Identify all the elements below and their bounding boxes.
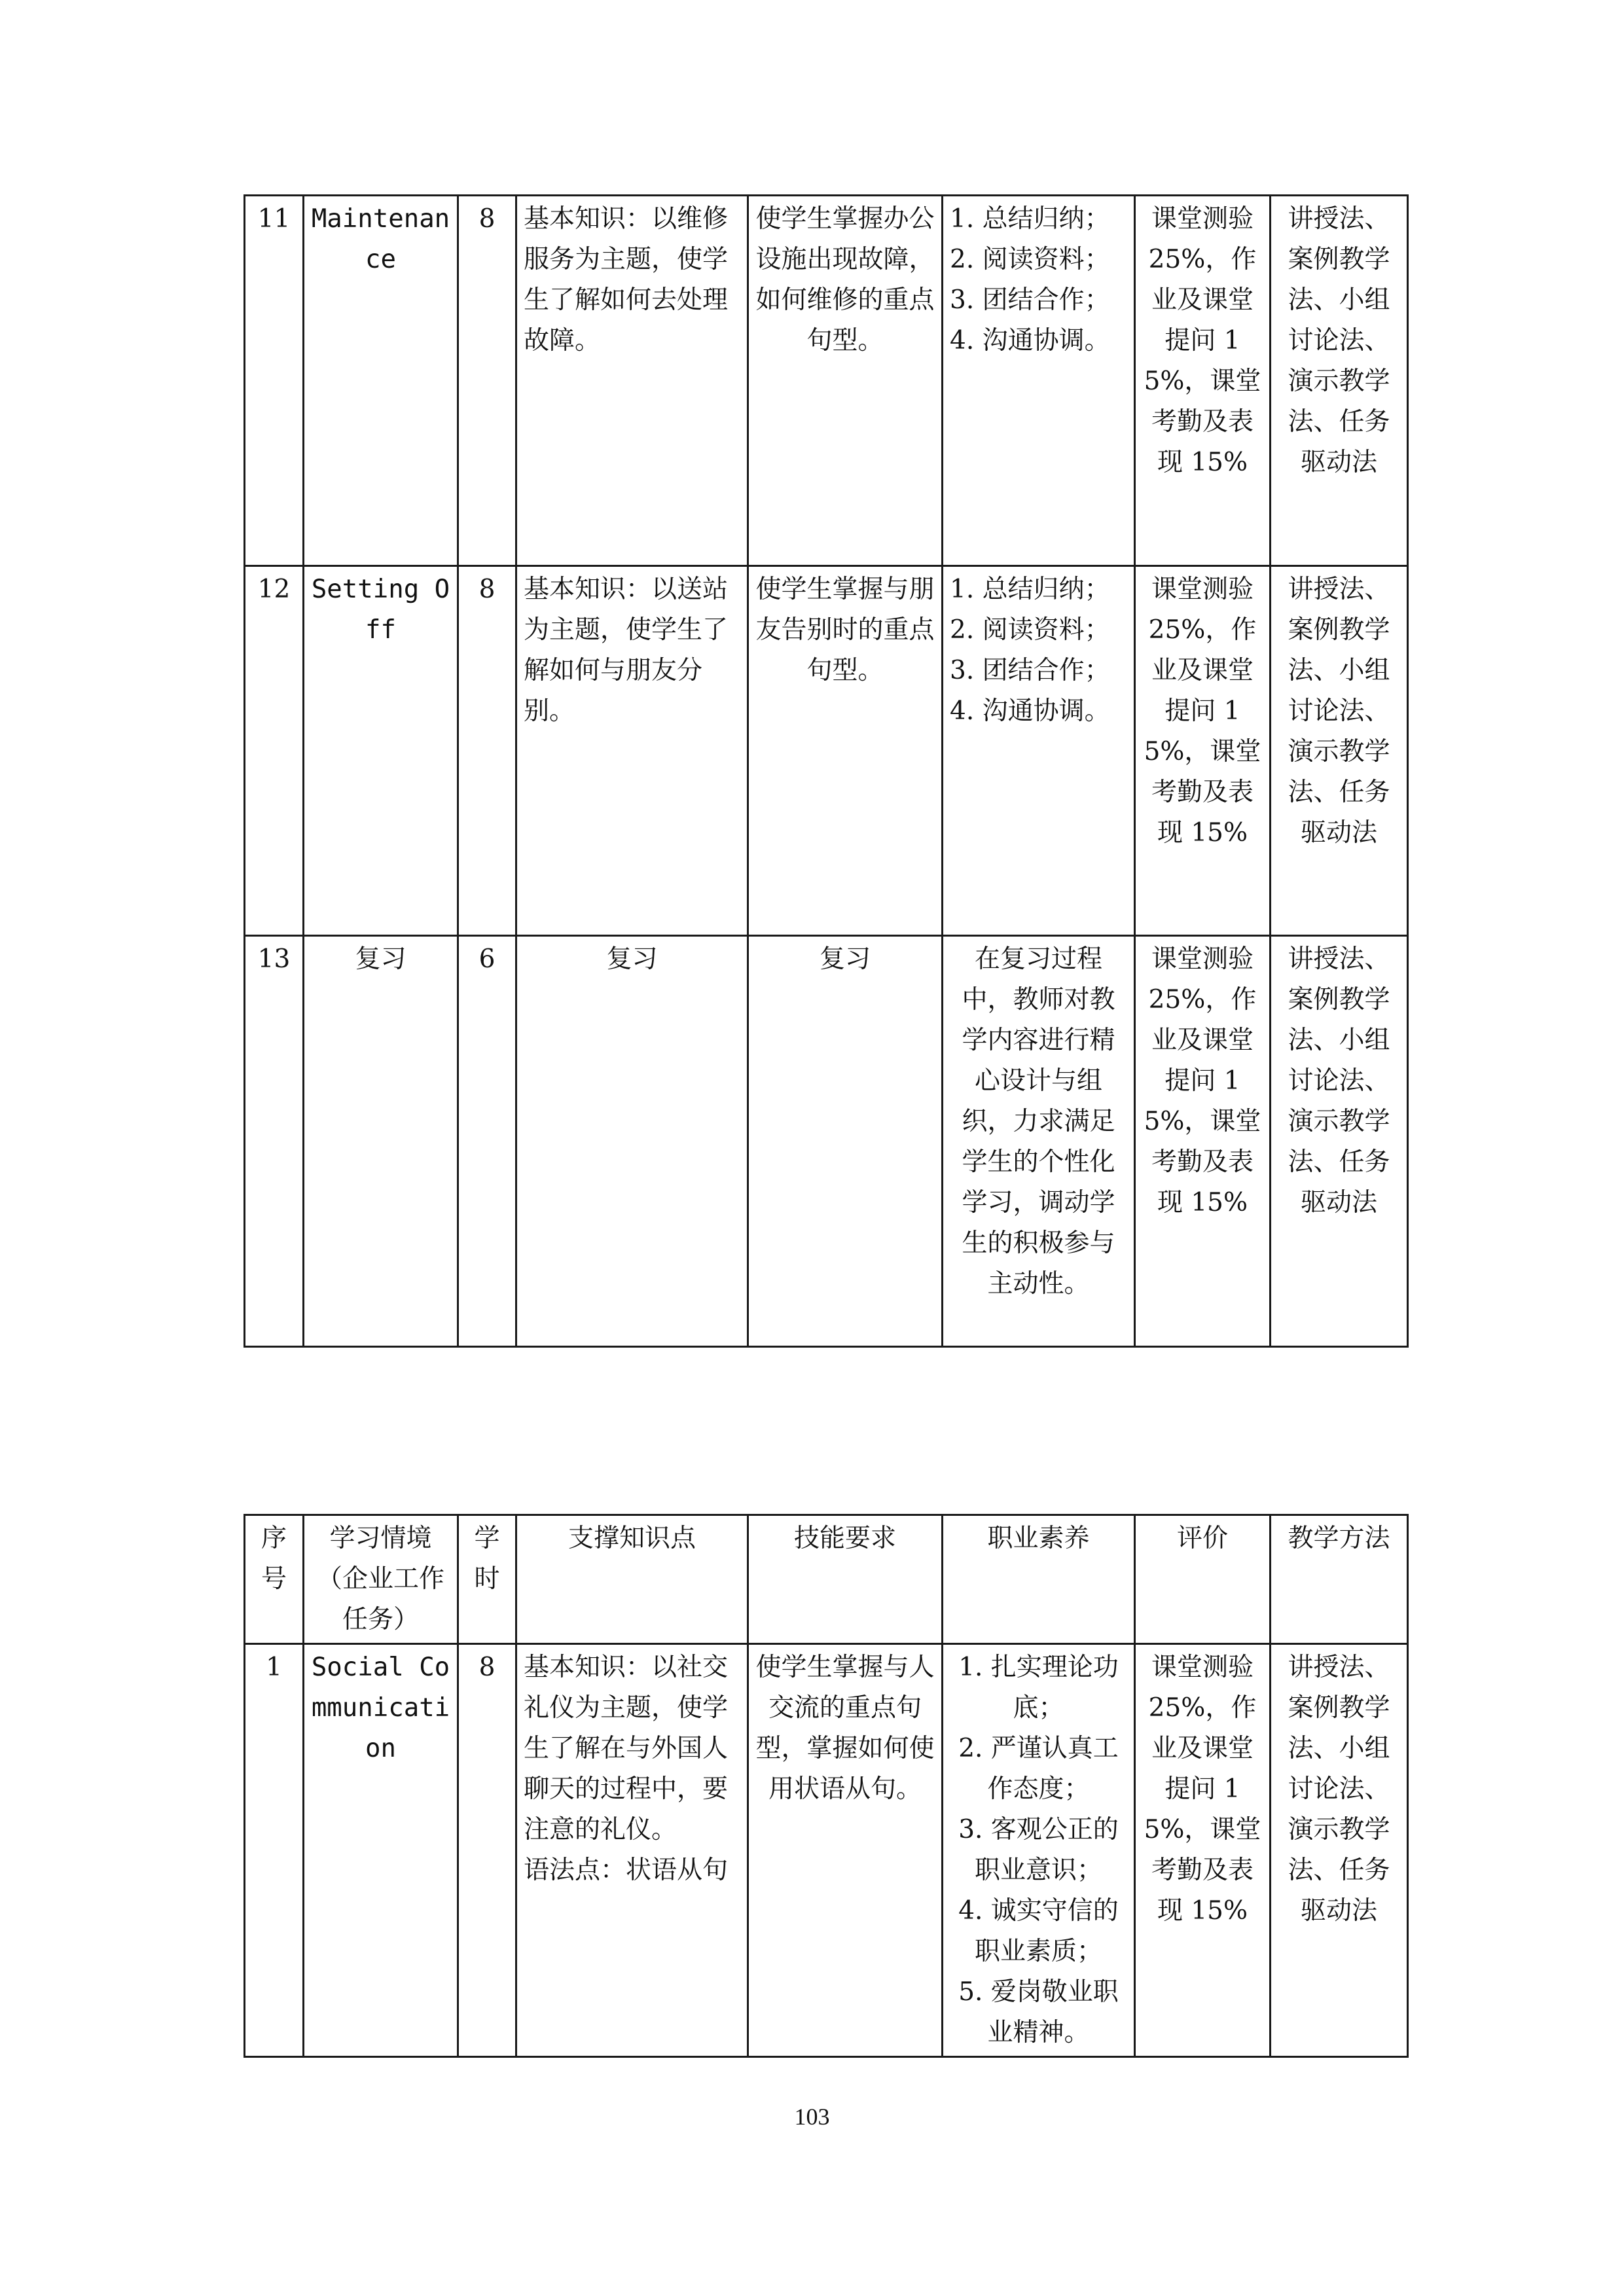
skill-requirements: 复习 bbox=[748, 936, 943, 1347]
learning-situation: Maintenance bbox=[304, 196, 458, 566]
learning-situation: 复习 bbox=[304, 936, 458, 1347]
header-class-hours: 学时 bbox=[458, 1515, 516, 1644]
teaching-methods: 讲授法、案例教学法、小组讨论法、演示教学法、任务驱动法 bbox=[1271, 196, 1408, 566]
row-number: 13 bbox=[245, 936, 304, 1347]
header-evaluation: 评价 bbox=[1135, 1515, 1271, 1644]
professional-quality: 1. 扎实理论功底； 2. 严谨认真工作态度； 3. 客观公正的职业意识； 4. 诚实守信的职业素质； 5. 爱岗敬业职业精神。 bbox=[943, 1644, 1135, 2057]
table-row bbox=[245, 566, 1408, 936]
class-hours: 8 bbox=[458, 1644, 516, 2057]
learning-situation: Setting Off bbox=[304, 566, 458, 936]
header-professional-quality: 职业素养 bbox=[943, 1515, 1135, 1644]
header-knowledge-points: 支撑知识点 bbox=[516, 1515, 748, 1644]
evaluation: 课堂测验 25%，作业及课堂提问 15%，课堂考勤及表现 15% bbox=[1135, 1644, 1271, 2057]
knowledge-points: 基本知识：以送站为主题，使学生了解如何与朋友分别。 bbox=[516, 566, 748, 936]
evaluation: 课堂测验 25%，作业及课堂提问 15%，课堂考勤及表现 15% bbox=[1135, 196, 1271, 566]
row-number: 1 bbox=[245, 1644, 304, 2057]
professional-quality: 1. 总结归纳； 2. 阅读资料； 3. 团结合作； 4. 沟通协调。 bbox=[943, 196, 1135, 566]
table-row bbox=[245, 196, 1408, 566]
table-row bbox=[245, 936, 1408, 1347]
evaluation: 课堂测验 25%，作业及课堂提问 15%，课堂考勤及表现 15% bbox=[1135, 936, 1271, 1347]
teaching-methods: 讲授法、案例教学法、小组讨论法、演示教学法、任务驱动法 bbox=[1271, 936, 1408, 1347]
page-number: 103 bbox=[794, 2104, 830, 2130]
row-number: 12 bbox=[245, 566, 304, 936]
knowledge-points: 基本知识：以社交礼仪为主题，使学生了解在与外国人聊天的过程中，要注意的礼仪。 语法点：状语从句 bbox=[516, 1644, 748, 2057]
evaluation: 课堂测验 25%，作业及课堂提问 15%，课堂考勤及表现 15% bbox=[1135, 566, 1271, 936]
teaching-methods: 讲授法、案例教学法、小组讨论法、演示教学法、任务驱动法 bbox=[1271, 566, 1408, 936]
table-header-row bbox=[245, 1515, 1408, 1644]
teaching-methods: 讲授法、案例教学法、小组讨论法、演示教学法、任务驱动法 bbox=[1271, 1644, 1408, 2057]
header-skill-requirements: 技能要求 bbox=[748, 1515, 943, 1644]
header-learning-situation: 学习情境（企业工作任务） bbox=[304, 1515, 458, 1644]
skill-requirements: 使学生掌握与人交流的重点句型，掌握如何使用状语从句。 bbox=[748, 1644, 943, 2057]
course-table bbox=[244, 1514, 1409, 2058]
course-table-continued bbox=[244, 194, 1409, 1348]
professional-quality: 在复习过程中，教师对教学内容进行精心设计与组织，力求满足学生的个性化学习，调动学生的积极参与主动性。 bbox=[943, 936, 1135, 1347]
class-hours: 6 bbox=[458, 936, 516, 1347]
row-number: 11 bbox=[245, 196, 304, 566]
class-hours: 8 bbox=[458, 196, 516, 566]
class-hours: 8 bbox=[458, 566, 516, 936]
skill-requirements: 使学生掌握与朋友告别时的重点句型。 bbox=[748, 566, 943, 936]
table-row bbox=[245, 1644, 1408, 2057]
skill-requirements: 使学生掌握办公设施出现故障，如何维修的重点句型。 bbox=[748, 196, 943, 566]
knowledge-points: 基本知识：以维修服务为主题，使学生了解如何去处理故障。 bbox=[516, 196, 748, 566]
learning-situation: Social Communication bbox=[304, 1644, 458, 2057]
knowledge-points: 复习 bbox=[516, 936, 748, 1347]
professional-quality: 1. 总结归纳； 2. 阅读资料； 3. 团结合作； 4. 沟通协调。 bbox=[943, 566, 1135, 936]
header-number: 序号 bbox=[245, 1515, 304, 1644]
header-teaching-methods: 教学方法 bbox=[1271, 1515, 1408, 1644]
